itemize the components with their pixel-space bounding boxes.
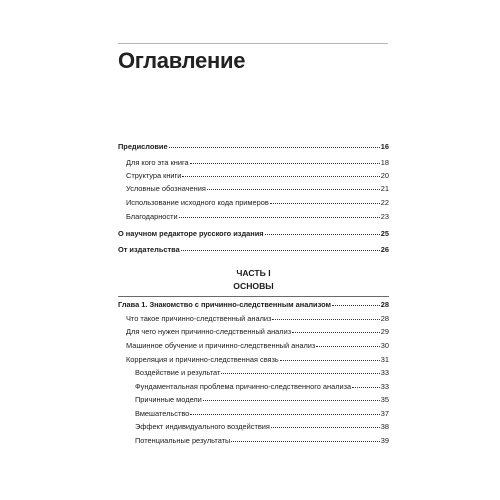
dot-leader bbox=[169, 147, 380, 148]
dot-leader bbox=[207, 189, 380, 190]
toc-entry-chapter-1[interactable] bbox=[118, 300, 389, 310]
toc-entry-potential-outcomes[interactable] bbox=[135, 436, 389, 446]
toc-entry-label: Что такое причинно-следственный анализ bbox=[126, 314, 272, 323]
dot-leader bbox=[221, 373, 379, 374]
dot-leader bbox=[292, 332, 380, 333]
dot-leader bbox=[190, 163, 380, 164]
toc-entry-page: 25 bbox=[380, 229, 389, 238]
toc-entry-label: Потенциальные результаты bbox=[135, 436, 231, 445]
toc-entry-label: Вмешательство bbox=[135, 409, 190, 418]
toc-entry-conventions[interactable] bbox=[126, 184, 389, 194]
toc-entry-page: 21 bbox=[380, 184, 389, 193]
toc-entry-label: Воздействие и результат bbox=[135, 368, 221, 377]
part-number: ЧАСТЬ I bbox=[236, 268, 271, 278]
toc-entry-page: 23 bbox=[380, 212, 389, 221]
toc-entry-label: Для кого эта книга bbox=[126, 158, 189, 167]
toc-entry-page: 26 bbox=[380, 245, 389, 254]
dot-leader bbox=[316, 346, 379, 347]
dot-leader bbox=[265, 234, 380, 235]
dot-leader bbox=[179, 217, 380, 218]
toc-entry-ml-and-causal[interactable] bbox=[126, 341, 389, 351]
dot-leader bbox=[182, 176, 379, 177]
toc-entry-page: 35 bbox=[380, 395, 389, 404]
chapter-rule bbox=[118, 296, 389, 297]
toc-entry-individual-effect[interactable] bbox=[135, 422, 389, 432]
toc-entry-what-is-causal[interactable] bbox=[126, 314, 389, 324]
dot-leader bbox=[231, 441, 379, 442]
toc-entry-preface[interactable] bbox=[118, 142, 389, 152]
toc-entry-label: Структура книги bbox=[126, 171, 182, 180]
toc-entry-page: 28 bbox=[380, 300, 389, 309]
toc-entry-page: 30 bbox=[380, 341, 389, 350]
toc-entry-page: 28 bbox=[380, 314, 389, 323]
dot-leader bbox=[272, 319, 379, 320]
dot-leader bbox=[352, 387, 380, 388]
toc-entry-acknowledgements[interactable] bbox=[126, 212, 389, 222]
toc-entry-label: Причинные модели bbox=[135, 395, 202, 404]
toc-entry-why-causal[interactable] bbox=[126, 327, 389, 337]
toc-entry-page: 22 bbox=[380, 198, 389, 207]
toc-entry-label: От издательства bbox=[118, 245, 180, 254]
part-name: ОСНОВЫ bbox=[233, 281, 274, 291]
toc-entry-treatment-outcome[interactable] bbox=[135, 368, 389, 378]
toc-entry-fundamental-problem[interactable] bbox=[135, 382, 389, 392]
dot-leader bbox=[270, 203, 380, 204]
toc-entry-page: 29 bbox=[380, 327, 389, 336]
toc-entry-page: 18 bbox=[380, 158, 389, 167]
top-rule bbox=[118, 43, 388, 44]
toc-entry-page: 31 bbox=[380, 355, 389, 364]
toc-entry-page: 20 bbox=[380, 171, 389, 180]
toc-entry-label: Благодарности bbox=[126, 212, 178, 221]
toc-entry-code-examples[interactable] bbox=[126, 198, 389, 208]
toc-entry-label: Глава 1. Знакомство с причинно-следственным анализом bbox=[118, 300, 331, 309]
toc-entry-label: Для чего нужен причинно-следственный анализ bbox=[126, 327, 292, 336]
toc-entry-label: Корреляция и причинно-следственная связь bbox=[126, 355, 279, 364]
toc-entry-structure[interactable] bbox=[126, 171, 389, 181]
dot-leader bbox=[190, 414, 379, 415]
toc-entry-label: Эффект индивидуального воздействия bbox=[135, 422, 270, 431]
toc-entry-page: 38 bbox=[380, 422, 389, 431]
toc-entry-page: 16 bbox=[380, 142, 389, 151]
toc-entry-scientific-editor[interactable] bbox=[118, 229, 389, 239]
toc-entry-label: Фундаментальная проблема причинно-следственного анализа bbox=[135, 382, 352, 391]
toc-entry-label: Машинное обучение и причинно-следственный анализ bbox=[126, 341, 316, 350]
toc-entry-publisher[interactable] bbox=[118, 245, 389, 255]
toc-entry-causal-models[interactable] bbox=[135, 395, 389, 405]
dot-leader bbox=[271, 427, 380, 428]
toc-entry-label: О научном редакторе русского издания bbox=[118, 229, 264, 238]
toc-entry-page: 37 bbox=[380, 409, 389, 418]
dot-leader bbox=[280, 360, 380, 361]
toc-entry-page: 33 bbox=[380, 382, 389, 391]
toc-entry-audience[interactable] bbox=[126, 158, 389, 168]
dot-leader bbox=[332, 305, 380, 306]
dot-leader bbox=[203, 400, 380, 401]
toc-entry-correlation[interactable] bbox=[126, 355, 389, 365]
toc-entry-page: 33 bbox=[380, 368, 389, 377]
toc-entry-page: 39 bbox=[380, 436, 389, 445]
toc-entry-label: Использование исходного кода примеров bbox=[126, 198, 269, 207]
toc-entry-intervention[interactable] bbox=[135, 409, 389, 419]
toc-entry-label: Условные обозначения bbox=[126, 184, 206, 193]
toc-entry-label: Предисловие bbox=[118, 142, 168, 151]
dot-leader bbox=[181, 250, 380, 251]
page-title: Оглавление bbox=[118, 48, 246, 73]
